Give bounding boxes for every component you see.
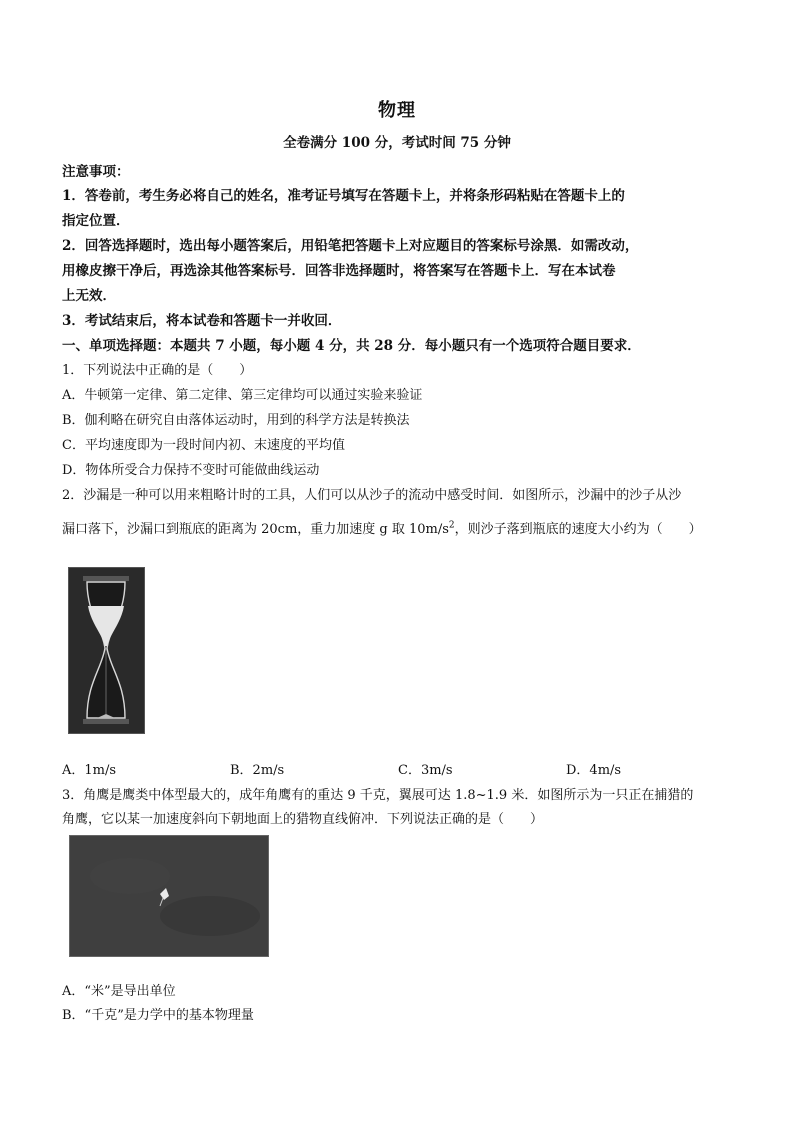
section-heading: 一、单项选择题：本题共 7 小题，每小题 4 分，共 28 分．每小题只有一个选项符合题目要求． [62, 338, 641, 354]
notice-item-1-line-2: 指定位置． [62, 213, 130, 229]
question-2-option-b: B．2m/s [230, 763, 285, 778]
notice-item-2-line-3: 上无效． [62, 288, 116, 304]
question-2-exponent: 2 [448, 520, 455, 531]
exam-subtitle: 全卷满分 100 分，考试时间 75 分钟 [283, 135, 511, 151]
notice-item-2-line-1: 2．回答选择题时，选出每小题答案后，用铅笔把答题卡上对应题目的答案标号涂黑．如需改动， [62, 238, 639, 254]
question-2-stem-line-2 [62, 518, 752, 537]
hourglass-image [68, 567, 145, 734]
notice-heading: 注意事项： [62, 164, 130, 180]
notice-item-3: 3．考试结束后，将本试卷和答题卡一并收回． [62, 313, 342, 329]
question-1-option-b: B．伽利略在研究自由落体运动时，用到的科学方法是转换法 [62, 413, 410, 428]
question-1-option-c: C．平均速度即为一段时间内初、末速度的平均值 [62, 438, 345, 453]
notice-item-1-line-1: 1．答卷前，考生务必将自己的姓名，准考证号填写在答题卡上，并将条形码粘贴在答题卡上的 [62, 188, 625, 204]
page-title: 物理 [378, 100, 416, 121]
question-3-option-a: A．“米”是导出单位 [62, 984, 176, 999]
question-1-option-d: D．物体所受合力保持不变时可能做曲线运动 [62, 463, 320, 478]
question-1-option-a: A．牛顿第一定律、第二定律、第三定律均可以通过实验来验证 [62, 388, 423, 403]
question-3-stem-line-2: 角鹰，它以某一加速度斜向下朝地面上的猎物直线俯冲．下列说法正确的是（ ） [62, 812, 544, 827]
question-2-stem-line-1: 2．沙漏是一种可以用来粗略计时的工具，人们可以从沙子的流动中感受时间．如图所示，沙漏中的沙子从沙 [62, 488, 682, 503]
notice-item-2-line-2: 用橡皮擦干净后，再选涂其他答案标号．回答非选择题时，将答案写在答题卡上．写在本试卷 [62, 263, 616, 279]
question-2-stem-text-b: ，则沙子落到瓶底的速度大小约为（ ） [454, 522, 702, 537]
question-3-stem-line-1: 3．角鹰是鹰类中体型最大的，成年角鹰有的重达 9 千克，翼展可达 1.8~1.9 米．如图所示为一只正在捕猎的 [62, 788, 694, 803]
eagle-photo [69, 835, 269, 957]
question-1-stem: 1．下列说法中正确的是（ ） [62, 363, 253, 378]
question-2-option-d: D．4m/s [566, 763, 622, 778]
question-2-option-a: A．1m/s [62, 763, 117, 778]
question-2-option-c: C．3m/s [398, 763, 453, 778]
question-3-option-b: B．“千克”是力学中的基本物理量 [62, 1008, 254, 1023]
question-2-stem-text-a: 漏口落下，沙漏口到瓶底的距离为 20cm，重力加速度 g 取 10m/s [62, 522, 449, 537]
